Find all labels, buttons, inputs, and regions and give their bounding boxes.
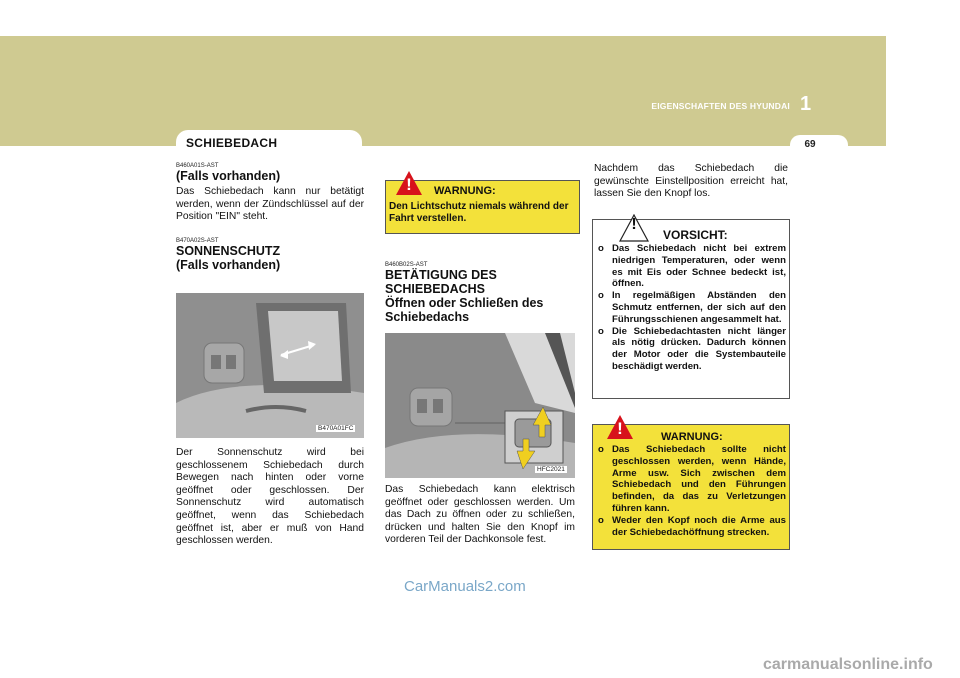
subheading: (Falls vorhanden) — [176, 257, 281, 272]
footer-watermark: carmanualsonline.info — [763, 656, 933, 673]
subheading: Schiebedachs — [385, 310, 470, 324]
chapter-number: 1 — [800, 93, 812, 115]
sunshade-illustration — [176, 293, 364, 438]
list-item: o Die Schiebedachtasten nicht länger als nötig drücken. Dadurch können der Motor oder die Systembauteile beschädigt werden. — [598, 325, 786, 372]
page-number: 69 — [804, 139, 816, 150]
section-title: SCHIEBEDACH — [186, 136, 278, 150]
warning-box — [592, 419, 790, 550]
site-watermark[interactable]: CarManuals2.com — [404, 578, 526, 595]
sunroof-illustration — [385, 333, 575, 478]
list-item: o Weder den Kopf noch die Arme aus der Schiebedachöffnung strecken. — [598, 514, 786, 538]
section-code: B470A02S-AST — [176, 237, 219, 244]
sunshade-photo — [176, 293, 364, 438]
column-1-text — [176, 447, 364, 548]
exclamation-icon: ! — [617, 419, 623, 438]
list-item: o In regelmäßigen Abständen den Schmutz entfernen, der sich auf den Führungsschienen angesammelt hat. — [598, 290, 786, 325]
warning-text: Den Lichtschutz niemals während der Fahrt verstellen. — [389, 201, 569, 225]
list-item: o Das Schiebedach nicht bei extrem niedrigen Temperaturen, oder wenn es mit Eis oder Schnee bedeckt ist, öffnen. — [598, 243, 786, 290]
paragraph: Nachdem das Schiebedach die gewünschte Einstellposition erreicht hat, lassen Sie den Knopf los. — [594, 163, 788, 200]
section-code: B460A01S-AST — [176, 163, 219, 169]
photo-label: B470A01FC — [318, 425, 354, 432]
photo-label: HFC2021 — [537, 466, 565, 473]
column-1 — [176, 163, 364, 272]
exclamation-icon: ! — [406, 175, 412, 194]
header-band — [0, 36, 886, 136]
paragraph: Das Schiebedach kann nur betätigt werden, wenn der Zündschlüssel auf der Position "EIN" steht. — [176, 186, 364, 223]
chapter-title: EIGENSCHAFTEN DES HYUNDAI — [651, 101, 790, 111]
exclamation-icon: ! — [631, 216, 637, 233]
warning-list — [596, 444, 786, 538]
subheading: BETÄTIGUNG DES — [385, 268, 497, 282]
subheading: SONNENSCHUTZ — [176, 243, 281, 258]
subheading: Öffnen oder Schließen des — [385, 296, 544, 310]
caution-box — [592, 216, 790, 399]
subheading: SCHIEBEDACHS — [385, 282, 486, 296]
paragraph: Der Sonnenschutz wird bei geschlossenem Schiebedach durch Bewegen nach hinten oder vorne geöffnet oder geschlossen. Der Sonnenschutz wird automatisch geöffnet, wenn das Schiebedach geöffnet ist, aber er muß von Hand geschlossen werden. — [176, 447, 364, 547]
sunroof-photo — [385, 333, 575, 478]
header-band-lower — [0, 136, 886, 146]
caution-list — [596, 243, 786, 373]
section-code: B460B02S-AST — [385, 262, 428, 268]
caution-title: VORSICHT: — [663, 228, 728, 242]
column-3-intro — [594, 163, 788, 201]
paragraph: Das Schiebedach kann elektrisch geöffnet oder geschlossen werden. Um das Dach zu öffnen oder zu schließen, drücken und halten Sie den Knopf im vorderen Teil der Dachkonsole fest. — [385, 484, 575, 546]
column-2 — [385, 262, 578, 324]
warning-title: WARNUNG: — [661, 431, 723, 443]
subheading: (Falls vorhanden) — [176, 169, 281, 183]
warning-title: WARNUNG: — [434, 185, 496, 197]
warning-box — [385, 175, 580, 234]
list-item: o Das Schiebedach sollte nicht geschlossen werden, wenn Hände, Arme usw. Sich zwischen dem Schiebedach und den Führungen befinden, da das zu Verletzungen führen kann. — [598, 444, 786, 514]
column-2-text — [385, 484, 575, 547]
